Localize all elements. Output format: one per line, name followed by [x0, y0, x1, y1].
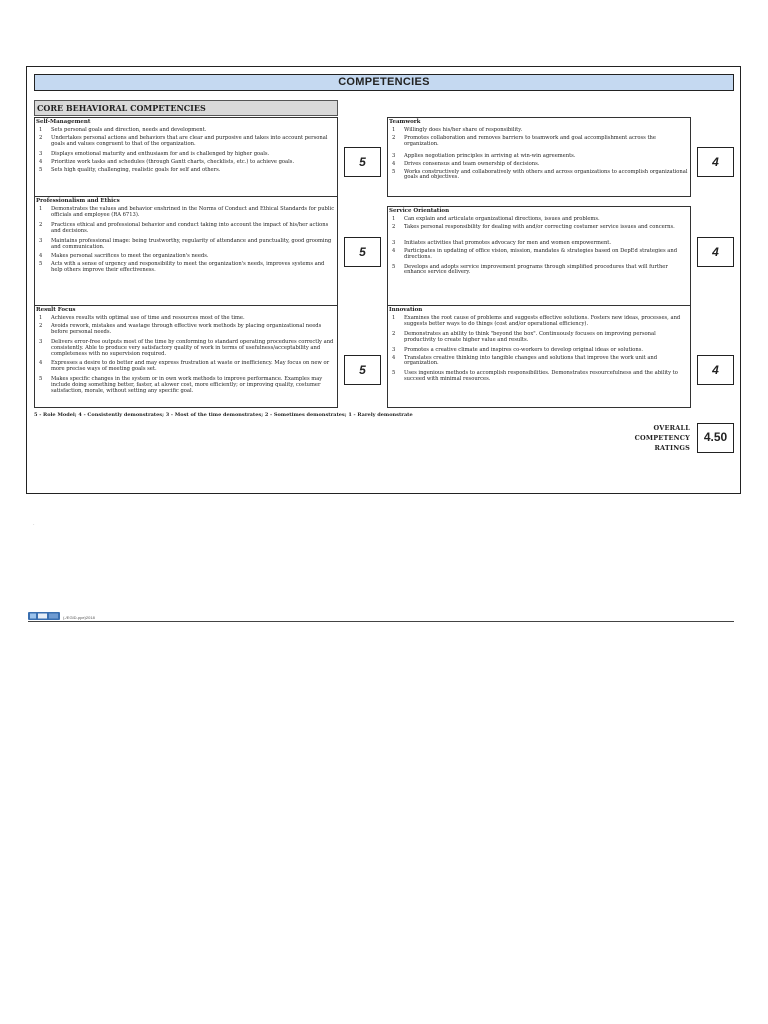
- innovation-title: Innovation: [389, 307, 423, 313]
- list-item: 1 Sets personal goals and direction, needs and development.: [39, 127, 207, 133]
- list-item: 4 Participates in updating of office vision, mission, mandates & strategies based on DepEd strategies and directions.: [392, 247, 678, 260]
- list-item: 4 Translates creative thinking into tangible changes and solutions that improve the work unit and organization.: [392, 354, 658, 367]
- list-item: 4 Makes personal sacrifices to meet the organization's needs.: [39, 253, 209, 260]
- list-item: 2 Undertakes personal actions and behaviors that are clear and purposive and takes into account personal goals and values congruent to that of the organization.: [39, 134, 328, 147]
- list-item: 2 Demonstrates an ability to think "beyond the box". Continuously focuses on improving personal productivity to create higher value and results.: [392, 330, 656, 343]
- teamwork-title: Teamwork: [389, 119, 421, 125]
- list-item: 3 Initiates activities that promotes advocacy for men and women empowerment.: [392, 239, 612, 246]
- self-management-title: Self-Management: [36, 119, 91, 125]
- competencies-title: COMPETENCIES: [34, 74, 734, 91]
- overall-label-line1: OVERALL: [653, 424, 690, 432]
- stray-mark: .: [33, 521, 35, 527]
- footer-divider: [28, 621, 734, 622]
- innovation-list: [388, 316, 688, 383]
- list-item: 2 Practices ethical and professional behavior and conduct taking into account the impact of his/her actions and decisions.: [39, 221, 329, 234]
- professionalism-cell: [34, 196, 338, 306]
- overall-label-line2: COMPETENCY: [634, 434, 690, 442]
- footer-reference: (-/EGID-ppe)2018: [63, 615, 95, 620]
- list-item: 2 Takes personal responsibility for dealing with and/or correcting costumer service issues and concerns.: [392, 223, 675, 230]
- core-behavioral-header: CORE BEHAVIORAL COMPETENCIES: [34, 100, 338, 116]
- self-management-list: [35, 128, 335, 173]
- list-item: 3 Promotes a creative climate and inspires co-workers to develop original ideas or solutions.: [392, 346, 644, 353]
- list-item: 3 Maintains professional image: being trustworthy, regularity of attendance and punctuality, good grooming and communication.: [39, 237, 332, 250]
- list-item: 1 Demonstrates the values and behavior enshrined in the Norms of Conduct and Ethical Standards for public officials and employee (RA 6713).: [39, 206, 335, 218]
- list-item: 1 Examines the root cause of problems and suggests effective solutions. Fosters new ideas, processes, and suggests better ways to do things (cost and/or operational efficiency).: [392, 315, 681, 327]
- result-focus-rating[interactable]: 5: [344, 355, 381, 385]
- list-item: 3 Applies negotiation principles in arriving at win-win agreements.: [392, 152, 576, 159]
- list-item: 5 Sets high quality, challenging, realistic goals for self and others.: [39, 166, 221, 173]
- list-item: 2 Avoids rework, mistakes and wastage through effective work methods by placing organizational needs before personal needs.: [39, 322, 322, 335]
- professionalism-list: [35, 207, 335, 274]
- overall-label-line3: RATINGS: [654, 444, 690, 452]
- rating-legend: 5 - Role Model; 4 - Consistently demonstrates; 3 - Most of the time demonstrates; 2 - Sometimes demonstrates; 1 - Rarely demonstrate: [34, 412, 413, 418]
- result-focus-title: Result Focus: [36, 307, 76, 313]
- list-item: 2 Promotes collaboration and removes barriers to teamwork and goal accomplishment across the organization.: [392, 134, 656, 147]
- innovation-cell: [387, 305, 691, 408]
- deped-logo-icon: [28, 611, 60, 621]
- list-item: 5 Develops and adopts service improvement programs through simplified procedures that will further enhance service delivery.: [392, 263, 668, 276]
- innovation-rating[interactable]: 4: [697, 355, 734, 385]
- service-orientation-list: [388, 217, 688, 276]
- list-item: 5 Makes specific changes in the system or in own work methods to improve performance. Examples may include doing something better, faster, at alower cost, more efficiently; or improving quality, costumer satisfaction, morale, without setting any specific goal.: [39, 376, 323, 395]
- list-item: 4 Drives consensus and team ownership of decisions.: [392, 160, 540, 167]
- service-orientation-rating[interactable]: 4: [697, 237, 734, 267]
- list-item: 3 Displays emotional maturity and enthusiasm for and is challenged by higher goals.: [39, 150, 270, 157]
- overall-competency-label: [620, 423, 690, 453]
- service-orientation-title: Service Orientation: [389, 208, 450, 214]
- teamwork-rating[interactable]: 4: [697, 147, 734, 177]
- result-focus-list: [35, 316, 335, 395]
- professionalism-rating[interactable]: 5: [344, 237, 381, 267]
- list-item: 4 Prioritize work tasks and schedules (through Gantt charts, checklists, etc.) to achieve goals.: [39, 158, 295, 165]
- self-management-rating[interactable]: 5: [344, 147, 381, 177]
- list-item: 5 Uses ingenious methods to accomplish responsibilities. Demonstrates resourcefulness and the ability to succeed with minimal resources.: [392, 370, 678, 383]
- teamwork-list: [388, 128, 688, 181]
- teamwork-cell: [387, 117, 691, 197]
- result-focus-cell: [34, 305, 338, 408]
- list-item: 1 Achieves results with optimal use of time and resources most of the time.: [39, 315, 245, 321]
- list-item: 3 Delivers error-free outputs most of the time by conforming to standard operating procedures correctly and consistently. Able to produce very satisfactory quality of work in terms of usefulness/acceptability and completeness with no supervision required.: [39, 338, 334, 357]
- professionalism-title: Professionalism and Ethics: [36, 198, 120, 204]
- list-item: 5 Works constructively and collaboratively with others and across organizations to accomplish organizational goals and objectives.: [392, 168, 688, 181]
- list-item: 5 Acts with a sense of urgency and responsibility to meet the organization's needs, improves systems and help others improve their effectiveness.: [39, 261, 325, 274]
- list-item: 4 Expresses a desire to do better and may express frustration at waste or inefficiency. May focus on new or more precise ways of meeting goals set.: [39, 360, 330, 373]
- overall-rating-value[interactable]: 4.50: [697, 423, 734, 453]
- self-management-cell: [34, 117, 338, 197]
- list-item: 1 Can explain and articulate organizational directions, issues and problems.: [392, 216, 600, 222]
- service-orientation-cell: [387, 206, 691, 306]
- list-item: 1 Willingly does his/her share of responsibility.: [392, 127, 523, 133]
